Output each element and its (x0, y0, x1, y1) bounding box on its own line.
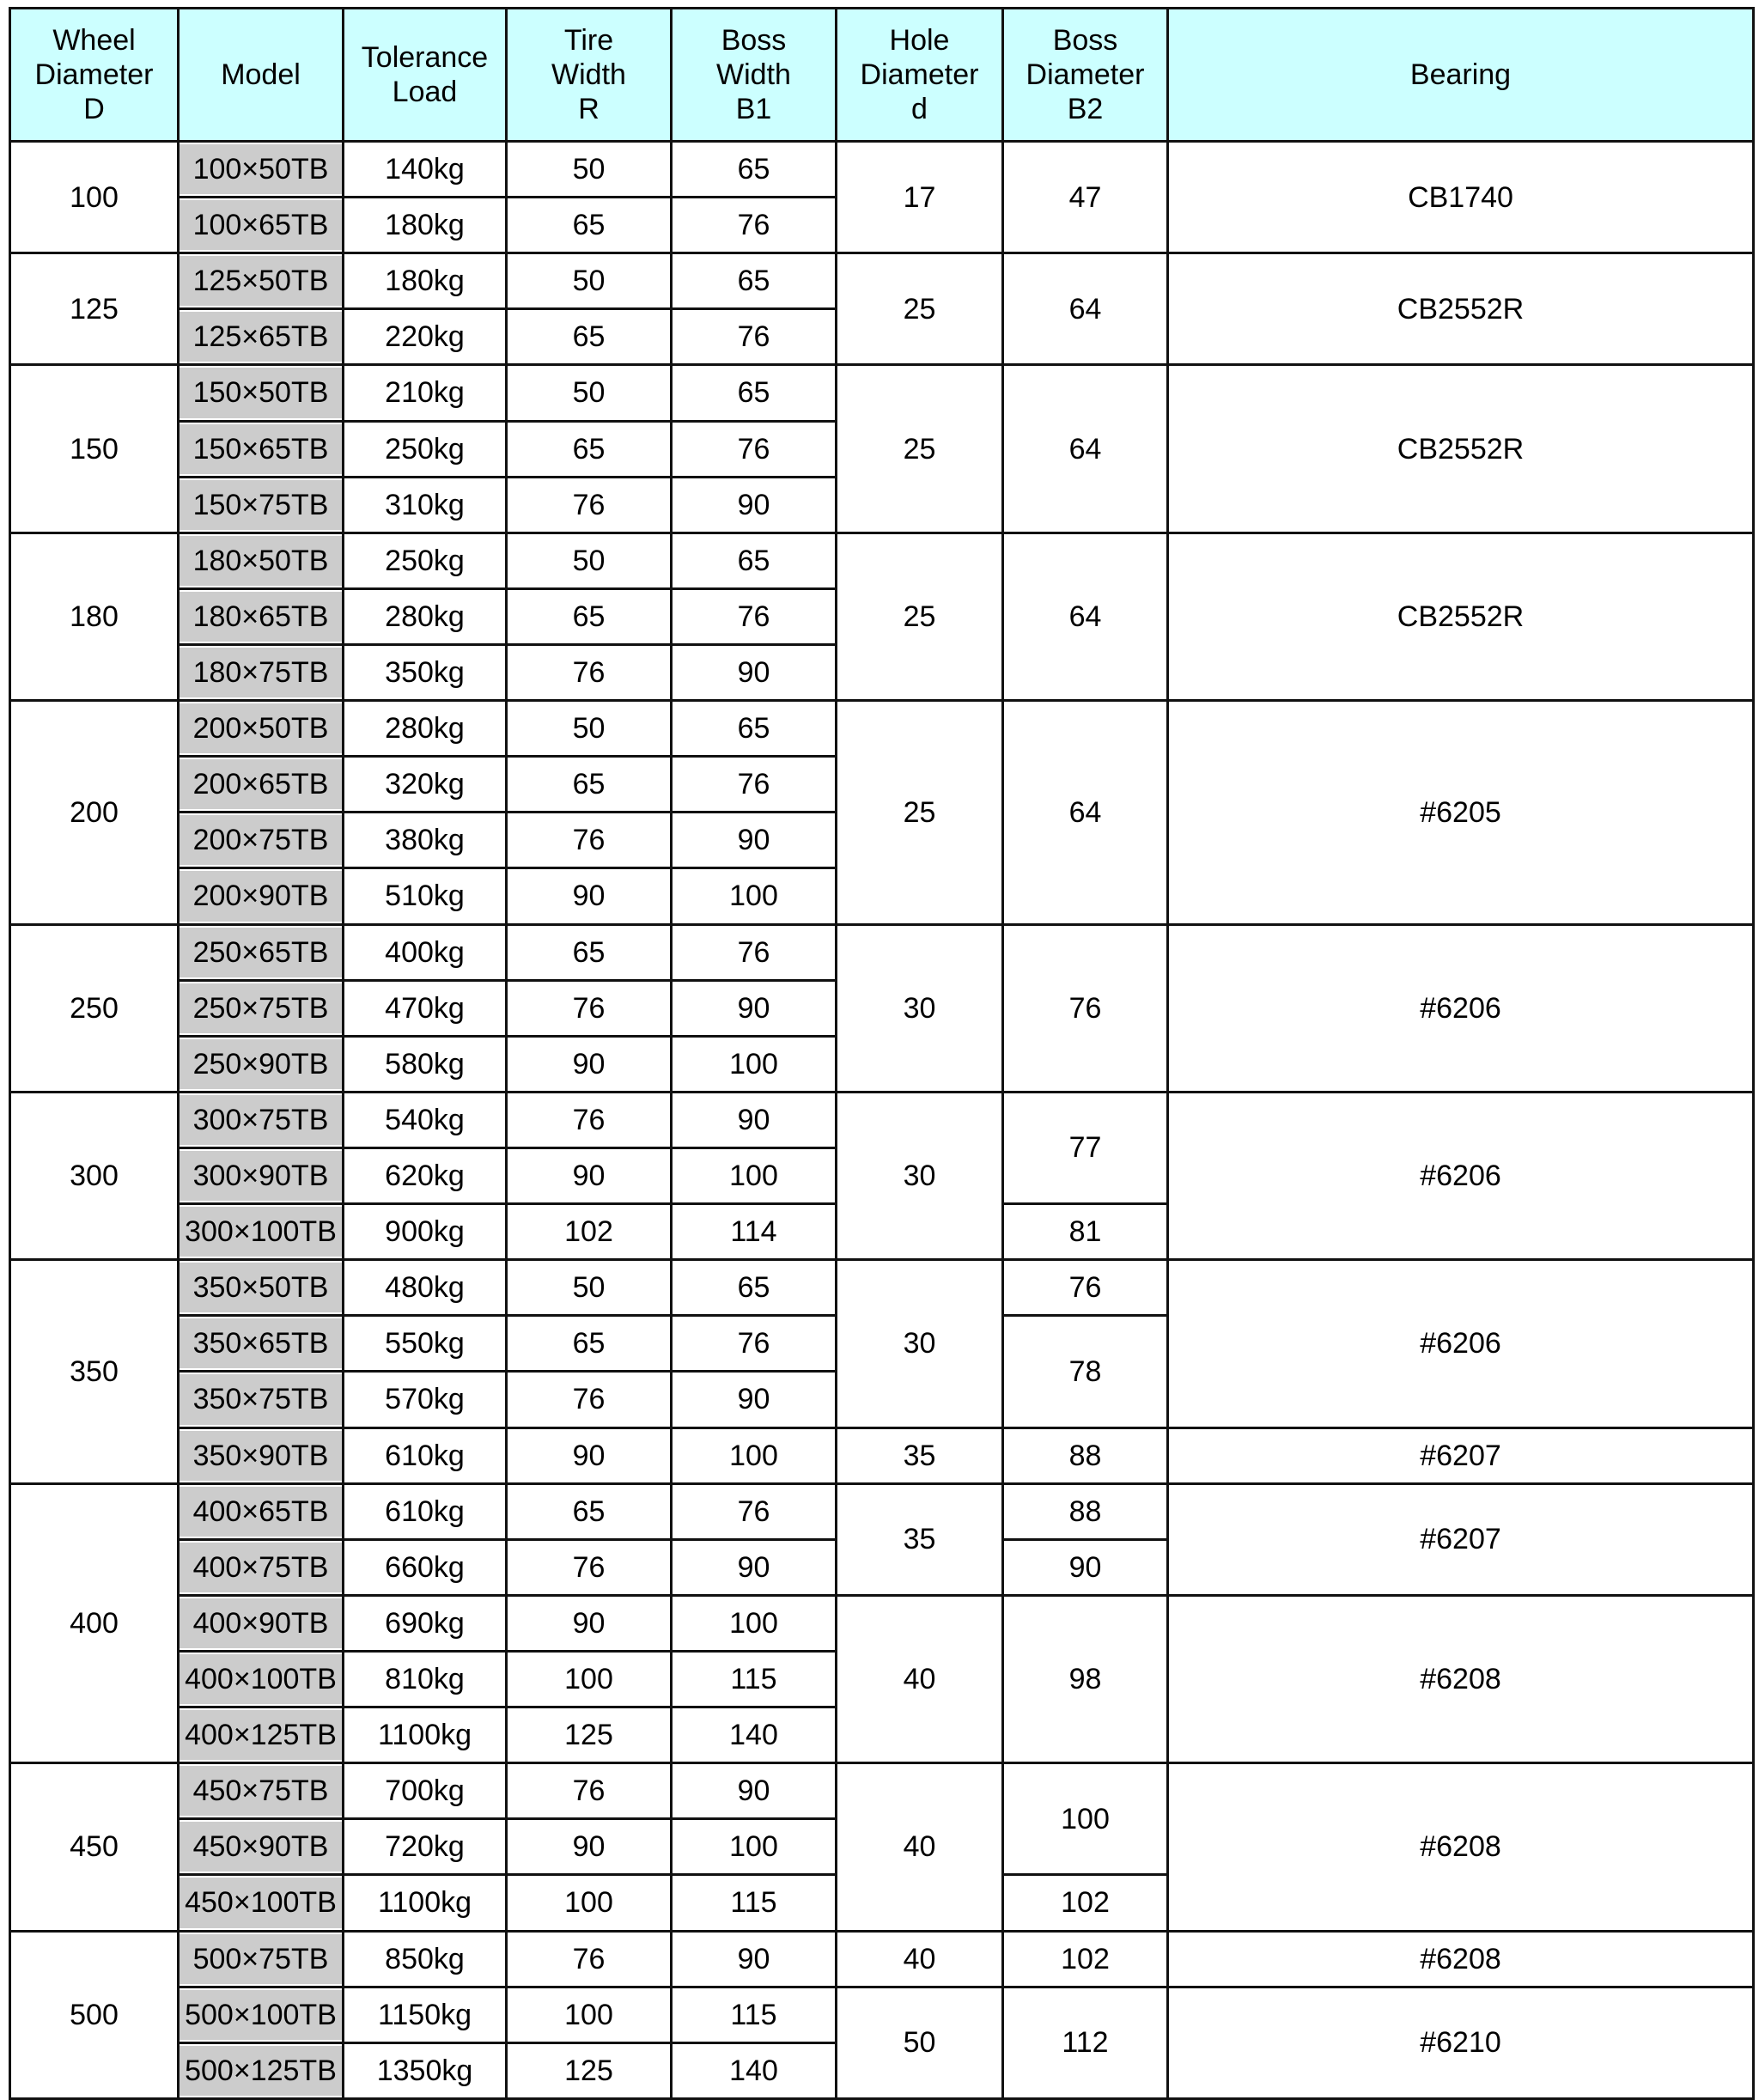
model-label: 400×125TB (180, 1710, 342, 1760)
tolerance-load-cell: 280kg (344, 701, 507, 757)
model-cell (179, 980, 344, 1036)
boss-width-cell: 76 (672, 309, 837, 365)
model-cell (179, 1147, 344, 1203)
boss-diameter-cell: 100 (1003, 1763, 1168, 1875)
tire-width-cell: 90 (507, 1036, 672, 1092)
boss-width-cell: 65 (672, 1260, 837, 1316)
model-label: 200×90TB (180, 871, 342, 921)
tolerance-load-cell: 720kg (344, 1819, 507, 1875)
model-label: 400×65TB (180, 1487, 342, 1537)
wheel-diameter-cell: 500 (10, 1931, 179, 2098)
bearing-cell: #6210 (1168, 1987, 1754, 2098)
table-row (10, 924, 1754, 980)
boss-width-cell: 65 (672, 142, 837, 198)
boss-width-cell: 115 (672, 1987, 837, 2042)
wheel-diameter-cell: 400 (10, 1483, 179, 1763)
tire-width-cell: 90 (507, 868, 672, 924)
wheel-diameter-cell: 180 (10, 533, 179, 700)
boss-width-cell: 100 (672, 868, 837, 924)
model-label: 125×50TB (180, 256, 342, 306)
tolerance-load-cell: 660kg (344, 1539, 507, 1595)
model-label: 250×75TB (180, 983, 342, 1033)
model-cell (179, 477, 344, 533)
hole-diameter-cell: 30 (837, 924, 1003, 1092)
wheel-diameter-cell: 200 (10, 701, 179, 924)
column-header-line: Wheel (52, 23, 136, 57)
column-header-hole-diameter (837, 9, 1003, 142)
tire-width-cell: 76 (507, 1372, 672, 1427)
model-label: 500×75TB (180, 1934, 342, 1984)
tire-width-cell: 76 (507, 1539, 672, 1595)
boss-width-cell: 114 (672, 1204, 837, 1260)
boss-width-cell: 90 (672, 1931, 837, 1987)
column-header-line: Diameter (1026, 58, 1145, 91)
model-label: 150×75TB (180, 480, 342, 530)
model-cell (179, 365, 344, 421)
wheel-diameter-cell: 300 (10, 1092, 179, 1259)
boss-width-cell: 100 (672, 1819, 837, 1875)
model-label: 350×75TB (180, 1374, 342, 1424)
table-body (10, 142, 1754, 2099)
model-label: 125×65TB (180, 312, 342, 362)
tire-width-cell: 102 (507, 1204, 672, 1260)
model-cell (179, 813, 344, 868)
tire-width-cell: 90 (507, 1147, 672, 1203)
bearing-cell: #6208 (1168, 1931, 1754, 1987)
table-row (10, 533, 1754, 588)
model-label: 150×65TB (180, 424, 342, 474)
model-label: 180×65TB (180, 592, 342, 642)
boss-width-cell: 65 (672, 533, 837, 588)
model-cell (179, 2042, 344, 2098)
model-cell (179, 1595, 344, 1651)
tolerance-load-cell: 250kg (344, 421, 507, 477)
boss-diameter-cell: 81 (1003, 1204, 1168, 1260)
boss-diameter-cell: 78 (1003, 1316, 1168, 1427)
model-cell (179, 309, 344, 365)
tire-width-cell: 50 (507, 1260, 672, 1316)
tire-width-cell: 65 (507, 309, 672, 365)
tolerance-load-cell: 850kg (344, 1931, 507, 1987)
tire-width-cell: 76 (507, 1931, 672, 1987)
boss-width-cell: 100 (672, 1595, 837, 1651)
tolerance-load-cell: 1150kg (344, 1987, 507, 2042)
boss-width-cell: 76 (672, 924, 837, 980)
model-label: 400×100TB (180, 1654, 342, 1704)
tire-width-cell: 50 (507, 701, 672, 757)
column-header-line: Tolerance (361, 40, 489, 74)
bearing-cell: CB2552R (1168, 253, 1754, 365)
column-header-boss-diameter (1003, 9, 1168, 142)
model-label: 300×75TB (180, 1095, 342, 1145)
column-header-line: Hole (889, 23, 950, 57)
tolerance-load-cell: 810kg (344, 1651, 507, 1707)
boss-width-cell: 76 (672, 1316, 837, 1372)
model-cell (179, 1931, 344, 1987)
bearing-cell: CB2552R (1168, 533, 1754, 700)
hole-diameter-cell: 50 (837, 1987, 1003, 2098)
bearing-cell: #6207 (1168, 1427, 1754, 1483)
boss-width-cell: 76 (672, 757, 837, 813)
column-header-line: Model (221, 58, 301, 91)
model-cell (179, 142, 344, 198)
tolerance-load-cell: 1350kg (344, 2042, 507, 2098)
table-row (10, 142, 1754, 198)
column-header-line: D (83, 93, 105, 126)
boss-width-cell: 90 (672, 1539, 837, 1595)
tire-width-cell: 90 (507, 1595, 672, 1651)
tire-width-cell: 50 (507, 533, 672, 588)
tolerance-load-cell: 400kg (344, 924, 507, 980)
tire-width-cell: 90 (507, 1427, 672, 1483)
column-header-tire-width (507, 9, 672, 142)
tolerance-load-cell: 900kg (344, 1204, 507, 1260)
tolerance-load-cell: 690kg (344, 1595, 507, 1651)
hole-diameter-cell: 35 (837, 1427, 1003, 1483)
boss-width-cell: 100 (672, 1147, 837, 1203)
boss-diameter-cell: 64 (1003, 701, 1168, 924)
boss-width-cell: 76 (672, 1483, 837, 1539)
table-row (10, 1931, 1754, 1987)
hole-diameter-cell: 25 (837, 533, 1003, 700)
tire-width-cell: 65 (507, 757, 672, 813)
tolerance-load-cell: 510kg (344, 868, 507, 924)
model-cell (179, 1539, 344, 1595)
boss-diameter-cell: 64 (1003, 365, 1168, 533)
model-cell (179, 1427, 344, 1483)
hole-diameter-cell: 40 (837, 1763, 1003, 1931)
tire-width-cell: 65 (507, 1483, 672, 1539)
model-label: 350×50TB (180, 1263, 342, 1312)
wheel-diameter-cell: 125 (10, 253, 179, 365)
tire-width-cell: 125 (507, 2042, 672, 2098)
tolerance-load-cell: 310kg (344, 477, 507, 533)
hole-diameter-cell: 40 (837, 1931, 1003, 1987)
boss-width-cell: 140 (672, 1707, 837, 1763)
boss-diameter-cell: 64 (1003, 533, 1168, 700)
model-cell (179, 1819, 344, 1875)
tolerance-load-cell: 140kg (344, 142, 507, 198)
model-label: 100×50TB (180, 144, 342, 194)
column-header-line: B2 (1067, 93, 1104, 126)
tolerance-load-cell: 350kg (344, 644, 507, 700)
column-header-tolerance-load (344, 9, 507, 142)
hole-diameter-cell: 30 (837, 1260, 1003, 1427)
bearing-cell: #6205 (1168, 701, 1754, 924)
model-label: 300×90TB (180, 1151, 342, 1201)
tolerance-load-cell: 180kg (344, 198, 507, 253)
tire-width-cell: 65 (507, 198, 672, 253)
column-header-line: R (578, 93, 600, 126)
tolerance-load-cell: 380kg (344, 813, 507, 868)
hole-diameter-cell: 40 (837, 1595, 1003, 1762)
boss-diameter-cell: 88 (1003, 1427, 1168, 1483)
tire-width-cell: 65 (507, 588, 672, 644)
table-row (10, 1595, 1754, 1651)
tolerance-load-cell: 1100kg (344, 1707, 507, 1763)
model-cell (179, 1372, 344, 1427)
bearing-cell: #6206 (1168, 1260, 1754, 1427)
tire-width-cell: 50 (507, 253, 672, 309)
model-cell (179, 1875, 344, 1931)
model-cell (179, 1987, 344, 2042)
model-label: 150×50TB (180, 368, 342, 417)
tire-width-cell: 76 (507, 477, 672, 533)
tolerance-load-cell: 210kg (344, 365, 507, 421)
tolerance-load-cell: 550kg (344, 1316, 507, 1372)
model-cell (179, 1260, 344, 1316)
table-row (10, 1987, 1754, 2042)
bearing-cell: #6208 (1168, 1595, 1754, 1762)
tire-width-cell: 90 (507, 1819, 672, 1875)
model-label: 450×90TB (180, 1822, 342, 1872)
wheel-diameter-cell: 450 (10, 1763, 179, 1931)
bearing-cell: #6206 (1168, 1092, 1754, 1259)
table-row (10, 1763, 1754, 1819)
boss-width-cell: 90 (672, 644, 837, 700)
model-cell (179, 533, 344, 588)
bearing-cell: #6207 (1168, 1483, 1754, 1595)
boss-width-cell: 65 (672, 701, 837, 757)
model-label: 350×65TB (180, 1318, 342, 1368)
table-row (10, 1092, 1754, 1147)
boss-diameter-cell: 77 (1003, 1092, 1168, 1203)
tire-width-cell: 65 (507, 421, 672, 477)
hole-diameter-cell: 35 (837, 1483, 1003, 1595)
model-cell (179, 253, 344, 309)
tire-width-cell: 76 (507, 1763, 672, 1819)
column-header-bearing (1168, 9, 1754, 142)
boss-width-cell: 65 (672, 365, 837, 421)
tire-width-cell: 76 (507, 644, 672, 700)
model-cell (179, 701, 344, 757)
boss-width-cell: 76 (672, 198, 837, 253)
model-cell (179, 868, 344, 924)
tolerance-load-cell: 180kg (344, 253, 507, 309)
boss-width-cell: 100 (672, 1036, 837, 1092)
column-header-line: Boss (1052, 23, 1118, 57)
column-header-line: Diameter (860, 58, 979, 91)
hole-diameter-cell: 25 (837, 253, 1003, 365)
header-row (10, 9, 1754, 142)
tolerance-load-cell: 480kg (344, 1260, 507, 1316)
tire-width-cell: 100 (507, 1987, 672, 2042)
tolerance-load-cell: 320kg (344, 757, 507, 813)
wheel-diameter-cell: 250 (10, 924, 179, 1092)
table-row (10, 1483, 1754, 1539)
tolerance-load-cell: 1100kg (344, 1875, 507, 1931)
column-header-line: Bearing (1409, 58, 1512, 91)
model-cell (179, 1204, 344, 1260)
model-label: 200×50TB (180, 703, 342, 753)
boss-diameter-cell: 47 (1003, 142, 1168, 253)
boss-width-cell: 76 (672, 421, 837, 477)
column-header-line: Width (716, 58, 791, 91)
model-cell (179, 421, 344, 477)
table-row (10, 253, 1754, 309)
bearing-cell: CB1740 (1168, 142, 1754, 253)
boss-diameter-cell: 102 (1003, 1931, 1168, 1987)
model-cell (179, 1707, 344, 1763)
bearing-cell: #6208 (1168, 1763, 1754, 1931)
table-row (10, 1260, 1754, 1316)
model-cell (179, 1763, 344, 1819)
bearing-cell: CB2552R (1168, 365, 1754, 533)
model-label: 200×65TB (180, 759, 342, 809)
model-label: 300×100TB (180, 1207, 342, 1257)
column-header-line: Tire (563, 23, 614, 57)
model-label: 450×75TB (180, 1766, 342, 1816)
tire-width-cell: 65 (507, 1316, 672, 1372)
tolerance-load-cell: 700kg (344, 1763, 507, 1819)
model-cell (179, 1092, 344, 1147)
boss-width-cell: 90 (672, 1763, 837, 1819)
tire-width-cell: 76 (507, 813, 672, 868)
column-header-model (179, 9, 344, 142)
boss-width-cell: 90 (672, 813, 837, 868)
tolerance-load-cell: 570kg (344, 1372, 507, 1427)
tolerance-load-cell: 580kg (344, 1036, 507, 1092)
boss-width-cell: 115 (672, 1875, 837, 1931)
model-label: 500×125TB (180, 2046, 342, 2096)
hole-diameter-cell: 25 (837, 365, 1003, 533)
wheel-diameter-cell: 150 (10, 365, 179, 533)
table-header (10, 9, 1754, 142)
column-header-line: B1 (735, 93, 772, 126)
model-label: 400×75TB (180, 1543, 342, 1592)
tolerance-load-cell: 540kg (344, 1092, 507, 1147)
column-header-boss-width (672, 9, 837, 142)
model-label: 180×50TB (180, 536, 342, 586)
model-label: 100×65TB (180, 200, 342, 250)
column-header-line: Diameter (34, 58, 154, 91)
boss-diameter-cell: 112 (1003, 1987, 1168, 2098)
tolerance-load-cell: 620kg (344, 1147, 507, 1203)
boss-width-cell: 76 (672, 588, 837, 644)
boss-diameter-cell: 88 (1003, 1483, 1168, 1539)
tolerance-load-cell: 610kg (344, 1483, 507, 1539)
model-label: 350×90TB (180, 1431, 342, 1481)
model-cell (179, 1316, 344, 1372)
model-cell (179, 1483, 344, 1539)
model-label: 250×90TB (180, 1039, 342, 1089)
table-row (10, 365, 1754, 421)
tolerance-load-cell: 610kg (344, 1427, 507, 1483)
model-cell (179, 924, 344, 980)
tire-width-cell: 100 (507, 1875, 672, 1931)
tire-width-cell: 50 (507, 142, 672, 198)
column-header-wheel-diameter (10, 9, 179, 142)
model-label: 500×100TB (180, 1990, 342, 2040)
model-cell (179, 588, 344, 644)
model-cell (179, 1651, 344, 1707)
wheel-diameter-cell: 100 (10, 142, 179, 253)
hole-diameter-cell: 25 (837, 701, 1003, 924)
tire-width-cell: 50 (507, 365, 672, 421)
model-label: 180×75TB (180, 648, 342, 697)
boss-width-cell: 90 (672, 477, 837, 533)
model-label: 200×75TB (180, 815, 342, 865)
boss-diameter-cell: 64 (1003, 253, 1168, 365)
column-header-line: Load (392, 76, 458, 108)
tire-width-cell: 125 (507, 1707, 672, 1763)
boss-diameter-cell: 76 (1003, 924, 1168, 1092)
column-header-line: d (911, 93, 928, 126)
model-cell (179, 1036, 344, 1092)
tire-width-cell: 76 (507, 1092, 672, 1147)
wheel-specification-table (9, 7, 1755, 2100)
column-header-line: Boss (721, 23, 787, 57)
boss-diameter-cell: 90 (1003, 1539, 1168, 1595)
boss-diameter-cell: 76 (1003, 1260, 1168, 1316)
hole-diameter-cell: 17 (837, 142, 1003, 253)
hole-diameter-cell: 30 (837, 1092, 1003, 1259)
bearing-cell: #6206 (1168, 924, 1754, 1092)
boss-width-cell: 115 (672, 1651, 837, 1707)
boss-diameter-cell: 102 (1003, 1875, 1168, 1931)
model-label: 250×65TB (180, 928, 342, 977)
table-row (10, 701, 1754, 757)
boss-width-cell: 90 (672, 980, 837, 1036)
tire-width-cell: 100 (507, 1651, 672, 1707)
boss-width-cell: 90 (672, 1092, 837, 1147)
model-label: 450×100TB (180, 1878, 342, 1927)
tolerance-load-cell: 250kg (344, 533, 507, 588)
table-row (10, 1427, 1754, 1483)
model-cell (179, 757, 344, 813)
model-cell (179, 198, 344, 253)
tolerance-load-cell: 280kg (344, 588, 507, 644)
wheel-diameter-cell: 350 (10, 1260, 179, 1483)
tolerance-load-cell: 470kg (344, 980, 507, 1036)
boss-width-cell: 65 (672, 253, 837, 309)
boss-diameter-cell: 98 (1003, 1595, 1168, 1762)
tire-width-cell: 76 (507, 980, 672, 1036)
model-label: 400×90TB (180, 1598, 342, 1648)
boss-width-cell: 140 (672, 2042, 837, 2098)
boss-width-cell: 100 (672, 1427, 837, 1483)
boss-width-cell: 90 (672, 1372, 837, 1427)
tolerance-load-cell: 220kg (344, 309, 507, 365)
model-cell (179, 644, 344, 700)
column-header-line: Width (551, 58, 626, 91)
tire-width-cell: 65 (507, 924, 672, 980)
